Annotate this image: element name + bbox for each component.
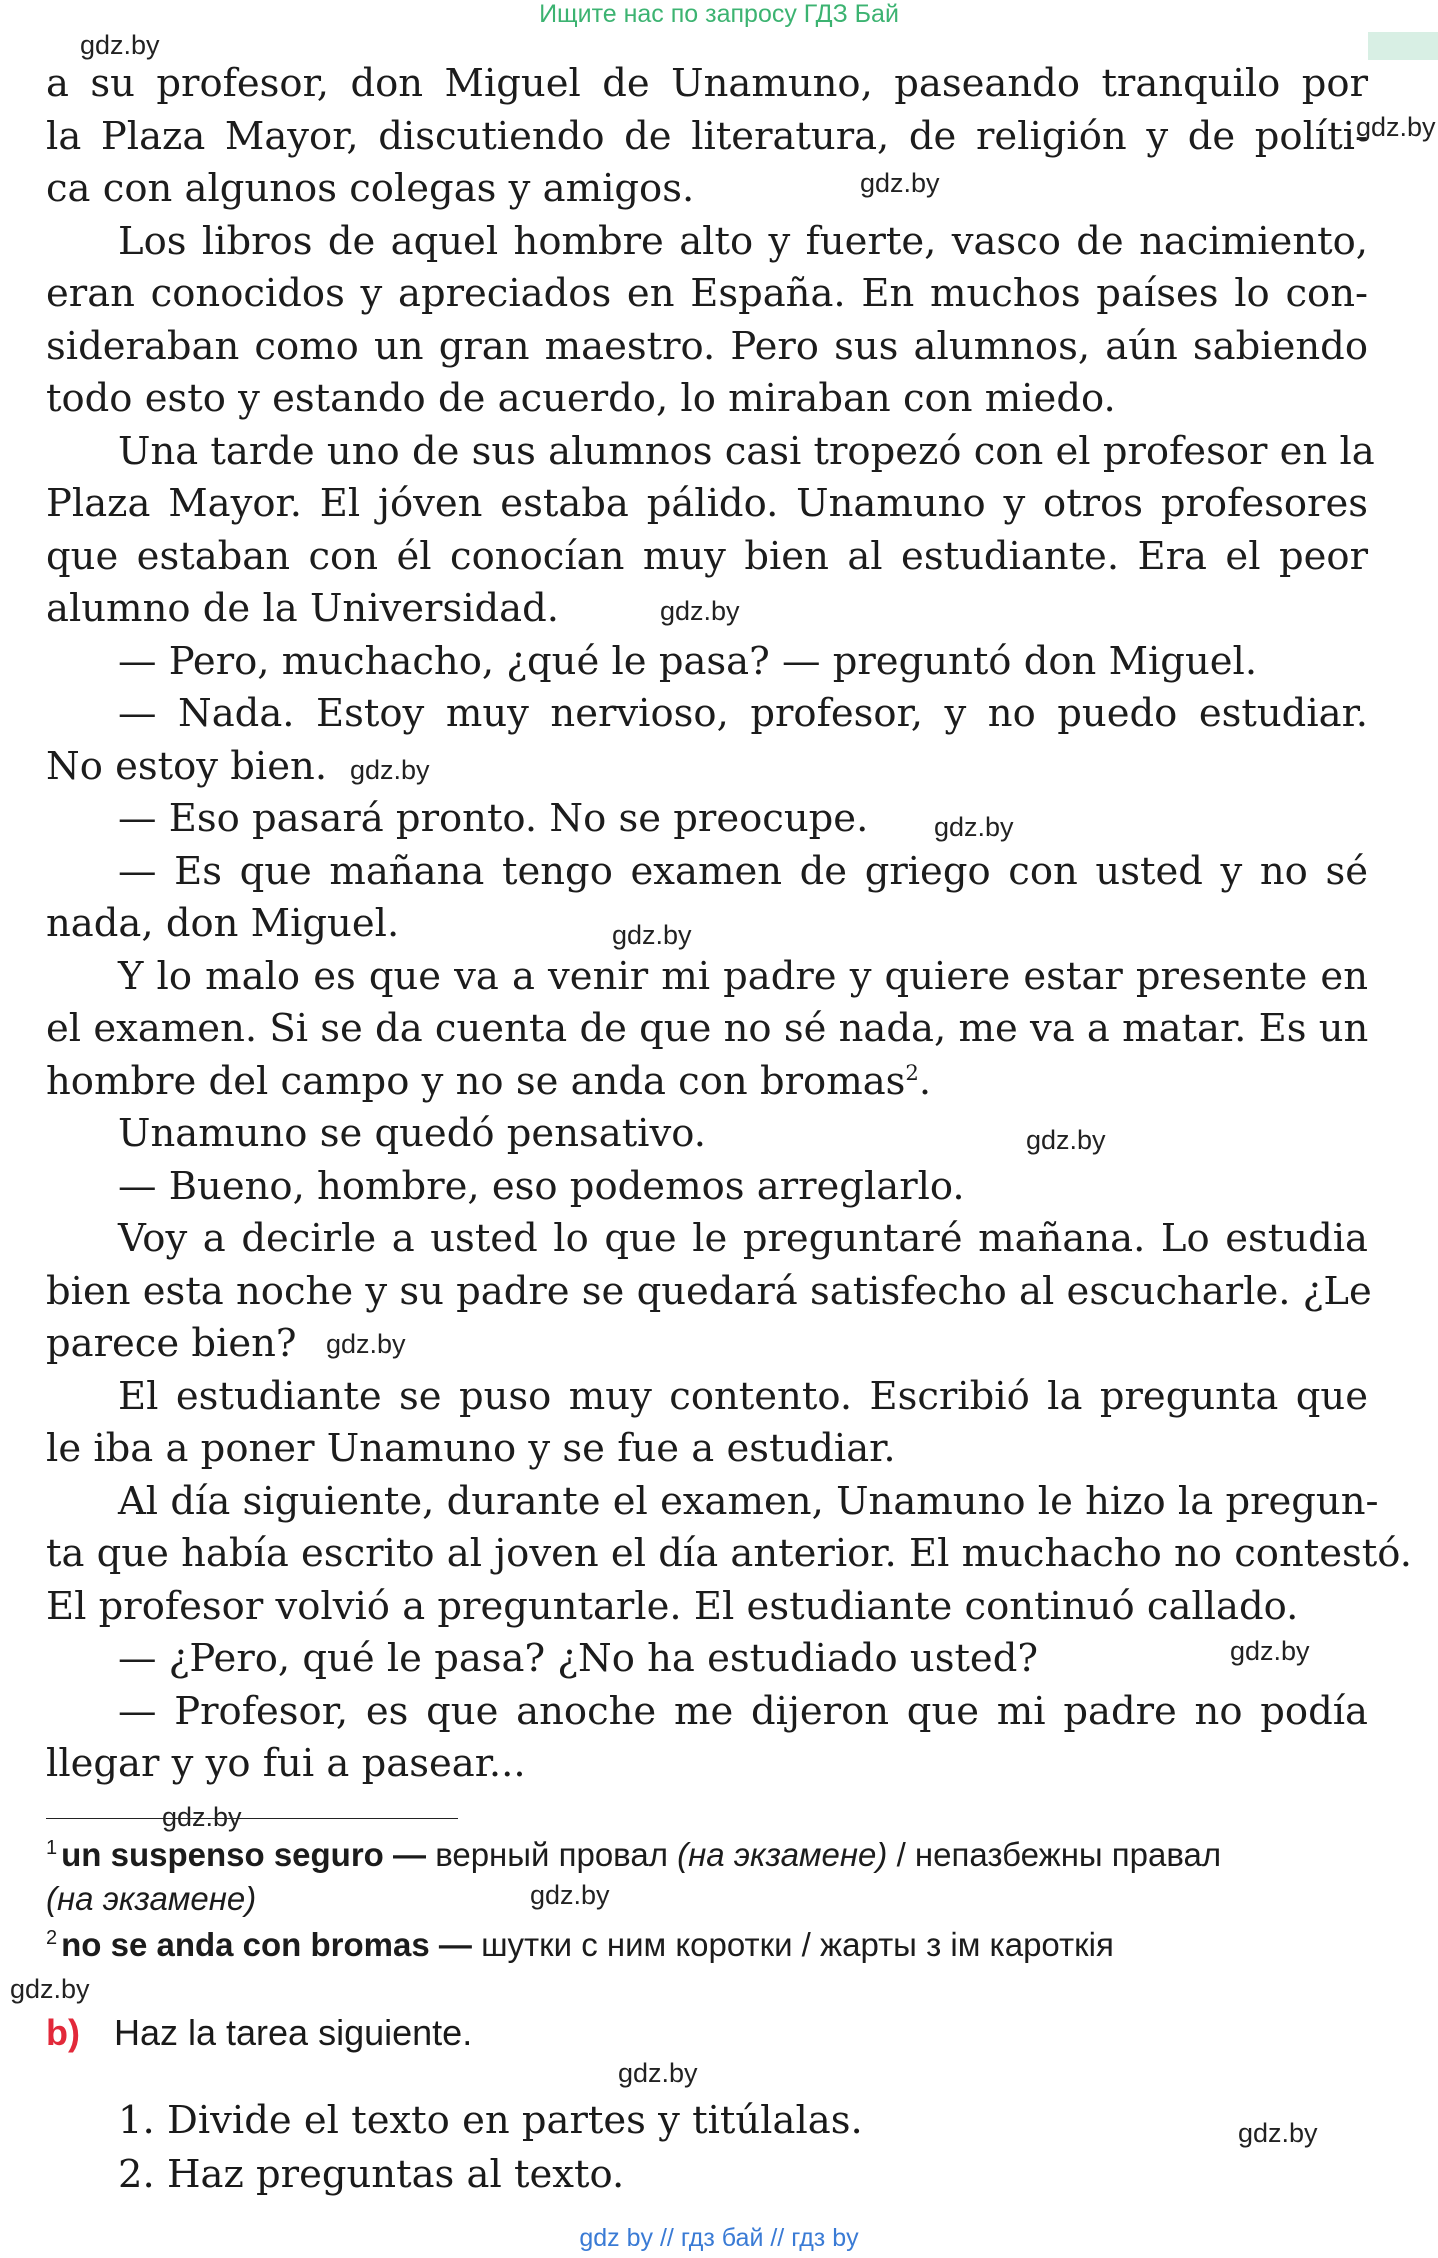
footnote-separator: / [792,1926,821,1963]
text-line: Una tarde uno de sus alumnos casi tropezó con el profesor en la [118,428,1375,474]
watermark: gdz.by [326,1329,406,1359]
footnote-term: un suspenso seguro [61,1836,384,1873]
text-line: hombre del campo y no se anda con bromas [46,1058,906,1104]
text-line: llegar y yo fui a pasear... [46,1741,526,1786]
text-line: — Profesor, es que anoche me dijeron que mi padre no podía [118,1688,1368,1734]
task-instruction: Haz la tarea siguiente. [113,2012,473,2053]
watermark: gdz.by [530,1880,610,1910]
text-line: Unamuno se quedó pensativo. [118,1111,706,1156]
footnote-ru-note: (на экзамене) [677,1836,888,1873]
watermark: gdz.by [1238,2118,1318,2148]
watermark: gdz.by [612,920,692,950]
watermark: gdz.by [934,812,1014,842]
text-line: le iba a poner Unamuno y se fue a estudiar. [46,1426,896,1471]
text-line: Al día siguiente, durante el examen, Unamuno le hizo la pregun- [118,1478,1379,1524]
watermark: gdz.by [860,168,940,198]
text-line: Y lo malo es que va a venir mi padre y quiere estar presente en [118,953,1368,999]
text-line: nada, don Miguel. [46,901,400,946]
text-line: que estaban con él conocían muy bien al estudiante. Era el peor [46,533,1368,579]
text-line: No estoy bien. [46,743,328,789]
watermark: gdz.by [10,1974,90,2004]
watermark: gdz.by [1356,112,1436,142]
task-letter: b) [46,2012,80,2053]
text-line: Los libros de aquel hombre alto y fuerte, vasco de nacimiento, [118,218,1368,264]
footnote-be: жарты з ім кароткія [820,1926,1114,1963]
text-line: a su profesor, don Miguel de Unamuno, paseando tranquilo por [46,61,1368,106]
text-line-with-footnote [46,1056,1368,1109]
text-line: — Pero, muchacho, ¿qué le pasa? — preguntó don Miguel. [118,638,1258,684]
task-heading [46,2012,472,2054]
text-line: El estudiante se puso muy contento. Escribió la pregunta que [118,1373,1368,1419]
footnote-number: 1 [46,1837,58,1859]
task-item: 1. Divide el texto en partes y titúlalas. [118,2098,863,2143]
footnote-dash: — [383,1836,436,1873]
corner-tab [1368,32,1438,60]
footnote-number: 2 [46,1927,58,1949]
text-line: Voy a decirle a usted lo que le preguntaré mañana. Lo estudia [118,1216,1368,1261]
text-line: sideraban como un gran maestro. Pero sus alumnos, aún sabiendo [46,323,1368,369]
text-line: bien esta noche y su padre se quedará satisfecho al escucharle. ¿Le [46,1268,1372,1314]
footnote-be: непазбежны правал [914,1836,1222,1873]
watermark: gdz.by [80,30,160,60]
text-line: ta que había escrito al joven el día anterior. El muchacho no contestó. [46,1531,1412,1576]
footnote-ru: верный провал [435,1836,678,1873]
watermark: gdz.by [162,1802,242,1832]
footnote-2 [46,1926,1114,1964]
text-line: El profesor volvió a preguntarle. El estudiante continuó callado. [46,1583,1299,1629]
text-line: — Bueno, hombre, eso podemos arreglarlo. [118,1163,965,1209]
watermark: gdz.by [660,596,740,626]
text-line: alumno de la Universidad. [46,586,560,631]
text-line: — Nada. Estoy muy nervioso, profesor, y no puedo estudiar. [118,691,1368,736]
footnote-marker: 2 [905,1059,919,1085]
footer-text: gdz by // гдз бай // гдз by [579,2224,859,2252]
watermark: gdz.by [618,2058,698,2088]
watermark: gdz.by [1026,1125,1106,1155]
footnote-be-note: (на экзамене) [46,1880,257,1917]
footnote-divider [46,1818,458,1819]
text-line: — Es que mañana tengo examen de griego con usted y no sé [118,848,1368,894]
task-item: 2. Haz preguntas al texto. [118,2152,625,2197]
text-line: eran conocidos y apreciados en España. En muchos países lo con- [46,271,1368,316]
text-line: todo esto y estando de acuerdo, lo miraban con miedo. [46,376,1116,421]
watermark: gdz.by [1230,1636,1310,1666]
text-line: — Eso pasará pronto. No se preocupe. [118,796,869,841]
footnote-term: no se anda con bromas [61,1926,430,1963]
footnote-1-continued [46,1880,256,1918]
footnote-separator: / [887,1836,915,1873]
text-line: — ¿Pero, qué le pasa? ¿No ha estudiado usted? [118,1636,1038,1681]
footnote-dash: — [429,1926,482,1963]
text-line: Plaza Mayor. El jóven estaba pálido. Unamuno y otros profesores [46,481,1368,526]
top-banner: Ищите нас по запросу ГДЗ Бай [539,0,899,28]
text-line: ca con algunos colegas y amigos. [46,166,695,211]
text-line: la Plaza Mayor, discutiendo de literatura, de religión y de políti- [46,113,1368,159]
footnote-1 [46,1836,1221,1874]
sentence-period: . [918,1058,932,1104]
watermark: gdz.by [350,755,430,785]
text-line: parece bien? [46,1321,297,1366]
text-line: el examen. Si se da cuenta de que no sé nada, me va a matar. Es un [46,1006,1369,1051]
footnote-ru: шутки с ним коротки [481,1926,793,1963]
